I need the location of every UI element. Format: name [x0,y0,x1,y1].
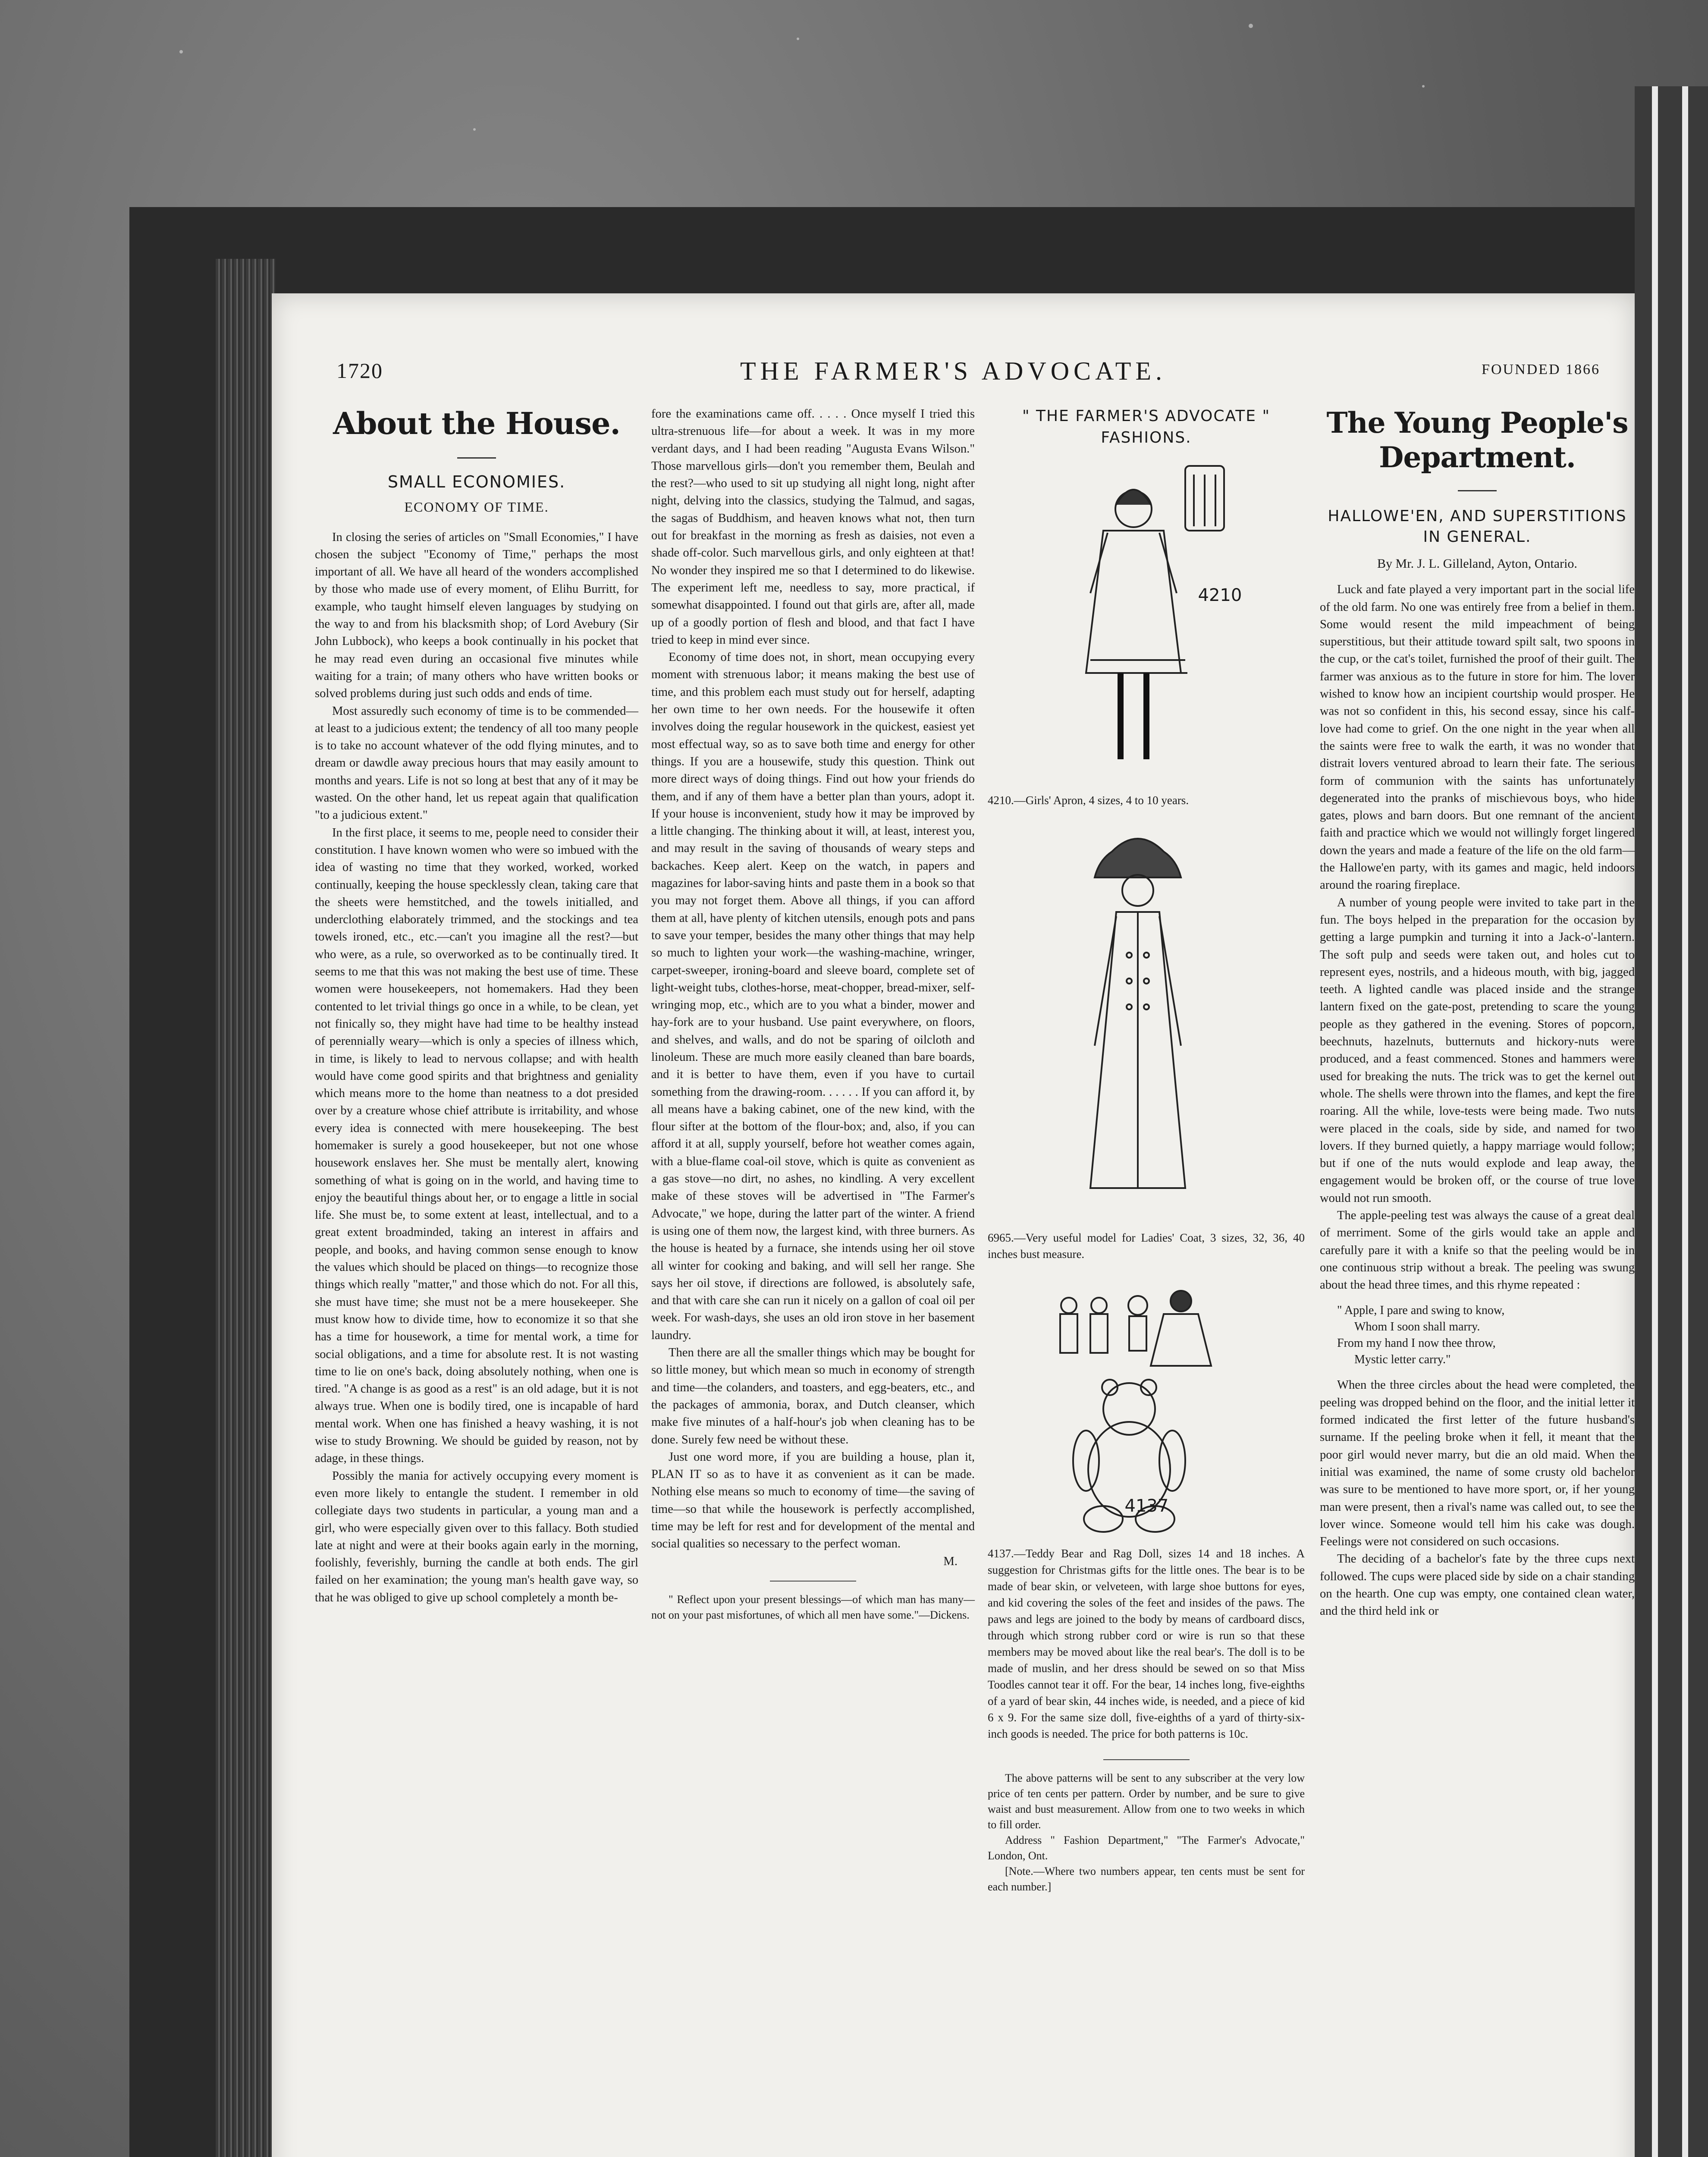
strip-highlight [1682,86,1688,2157]
paragraph: Just one word more, if you are building a house, plan it, PLAN IT so as to have it as convenient as it can be made. Nothing else means so much to economy of time—the saving of time—so that while the housework is perfectly accomplished, time may be left for rest and for development of the mental and social qualities so necessary to the perfect woman. [651,1450,975,1551]
pattern-note: [Note.—Where two numbers appear, ten cents must be sent for each number.] [988,1865,1305,1893]
figure-caption: 4137.—Teddy Bear and Rag Doll, sizes 14 and 18 inches. A suggestion for Christmas gifts for the little ones. The bear is to be made of bear skin, or velveteen, with large shoe buttons for eyes, and kid covering the soles of the feet and insides of the paws. The paws and legs are joined to the body by means of cardboard discs, through which strong rubber cord or wire is run so that these members may be moved about like the real bear's. The doll is to be made of muslin, and her dress should be sewed on so that Miss Toodles cannot tear it off. For the bear, 14 inches long, five-eighths of a yard of bear skin, 44 inches wide, is needed, and a piece of kid 6 x 9. For the same size doll, five-eighths of a yard of thirty-six-inch goods is needed. The price for both patterns is 10c. [988,1547,1305,1740]
illustration-girls-apron [1034,457,1259,785]
figure-number: 4137 [1124,1496,1169,1516]
strip-highlight [1652,86,1658,2157]
column-young-peoples-department [1320,406,1635,1620]
paragraph: When the three circles about the head were completed, the peeling was dropped behind on the floor, and the initial letter it formed indicated the first letter of the future husband's surname. If the peeling broke when it fell, it meant that the poor girl would never marry, but die an old maid. When the initial was examined, the name of some crusty old bachelor was sure to be mentioned to have more sport, or, if her young man were present, then a rival's name was called out, to see the lover wince. Someone would tell him his cake was dough. Feelings were not considered on such occasions. [1320,1378,1635,1549]
founded-line: FOUNDED 1866 [1482,362,1600,377]
figure-caption: 6965.—Very useful model for Ladies' Coat, 3 sizes, 32, 36, 40 inches bust measure. [988,1231,1305,1261]
paragraph: Economy of time does not, in short, mean occupying every moment with strenuous labor; it means making the best use of time, and this problem each must study out for herself, adapting her own time to her own needs. For the housewife it often involves doing the regular housework in the quickest, easiest yet most effectual way, so as to save both time and energy for other things. If you are a housewife, study this question. Think out more direct ways of doing things. Find out how your friends do them, and if any of them have a better plan than yours, adopt it. If your house is inconvenient, study how it may be improved by a little changing. The thinking about it will, at least, interest you, and may result in the saving of thousands of weary steps and backaches. Keep alert. Keep on the watch, in papers and magazines for labor-saving hints and paste them in a book so that you may not forget them. Above all things, if you can afford them at all, have plenty of kitchen utensils, enough pots and pans to save your temper, besides the many other things that may help so much to lighten your work—the washing-machine, wringer, carpet-sweeper, ironing-board and sleeve board, complete set of light-weight tubs, clothes-horse, meat-chopper, bread-mixer, self-wringing mop, etc., which are to you what a binder, mower and hay-fork are to your husband. Use paint everywhere, on floors, and shelves, and walls, and do not be sparing of oilcloth and linoleum. These are much more easily cleaned than bare boards, and it is better to have them, even if you have to curtail something from the drawing-room. . . . . . If you can afford it, by all means have a baking cabinet, one of the new kind, with the flour sifter at the bottom of the flour-box; and, also, if you can afford it at all, supply yourself, before hot weather comes again, with a blue-flame coal-oil stove, which is quite as convenient as a gas stove—no dirt, no ashes, no kindling. A very excellent make of these stoves will be advertised in "The Farmer's Advocate," we hope, during the latter part of the winter. A friend is using one of them now, the largest kind, with three burners. As the house is heated by a furnace, she intends using her oil stove all winter for cooking and baking, and will sell her range. She says her oil stove, if directions are followed, is absolutely safe, and that with care she can run it nicely on a gallon of coal oil per week. For wash-days, she uses an old iron stove in her basement laundry. [651,651,975,1342]
masthead: THE FARMER'S ADVOCATE. [740,357,1167,385]
paragraph: The apple-peeling test was always the cause of a great deal of merriment. Some of the girls would take an apple and carefully pare it with a knife so that the peeling would be in one continuous strip without a break. The peeling was swung about the head three times, and this rhyme repeated : [1320,1208,1635,1292]
column-continuation [651,406,975,1623]
rhyme-line: " Apple, I pare and swing to know, [1337,1304,1505,1317]
paragraph: Then there are all the smaller things which may be bought for so little money, but which mean so much in economy of strength and time—the colanders, and toasters, and egg-beaters, etc., and the packages of ammonia, borax, and Dutch cleanser, which make five minutes of a half-hour's job when cleaning has to be done. Surely few need be without these. [651,1346,975,1446]
article-title: SMALL ECONOMIES. [387,472,566,491]
divider [457,457,496,459]
section-title: About the House. [333,406,620,441]
figure-caption: 4210.—Girls' Apron, 4 sizes, 4 to 10 years. [988,794,1189,807]
rhyme-line: Mystic letter carry." [1354,1353,1451,1367]
column-fashions [988,406,1305,1895]
divider [1458,490,1497,491]
page-header [272,358,1635,397]
newspaper-page [272,293,1635,2157]
article-subtitle: ECONOMY OF TIME. [404,499,549,515]
adjacent-page-strip [1635,86,1708,2157]
pattern-notice: The above patterns will be sent to any subscriber at the very low price of ten cents per pattern. Order by number, and be sure to give waist and bust measurement. Allow from one to two weeks in which to fill order. [988,1772,1305,1831]
apron-illustration [1034,457,1259,785]
pattern-address: Address " Fashion Department," "The Farmer's Advocate," London, Ont. [988,1834,1305,1862]
rhyme-line: Whom I soon shall marry. [1354,1320,1480,1334]
divider [1103,1759,1190,1760]
author-signature: M. [943,1554,958,1568]
paragraph: fore the examinations came off. . . . . Once myself I tried this ultra-strenuous life—for about a week. It was in my more verdant days, and I had been reading "Augusta Evans Wilson." Those marvellous girls—don't you remember them, Beulah and the rest?—who used to sit up studying all night long, night after night, delving into the classics, studying the Talmud, and sagas, the sagas of Buddhism, and heaven knows what not, then turn out for breakfast in the morning as fresh as daisies, not even a shade off-color. Such marvellous girls, and only eighteen at that! No wonder they inspired me so that I determined to do likewise. The experiment left me, needless to say, more practical, if somewhat disappointed. I found out that girls are, after all, made up of a goodly portion of flesh and blood, and that fact I have tried to keep in mind ever since. [651,407,975,647]
paragraph: Luck and fate played a very important part in the social life of the old farm. No one was entirely free from a belief in them. Some would resent the mild impeachment of being superstitious, but their attitude toward spilt salt, two spoons in the cup, or the cat's toilet, furnished the proof of their guilt. The farmer was anxious as to the future in store for him. The lover wished to know how an incipient courtship would prosper. He was not so confident in this, his second essay, since his calf-love had come to grief. On the one night in the year when all the saints were free to walk the earth, it was no wonder that distrait lovers ventured abroad to learn their fate. The serious form of communion with the saints has unfortunately degenerated into the pranks of mischievous boys, who hide gates, plows and barn doors. But one remnant of the ancient faith and practice which we would not willingly forget lingered down the years and made a feature of the life on the old farm—the Hallowe'en party, with its games and magic, held indoors around the roaring fireplace. [1320,583,1635,892]
paragraph: Most assuredly such economy of time is to be commended—at least to a judicious extent; the tendency of all too many people is to take no account whatever of the odd flying minutes, and to dream or dawdle away precious hours that may easily amount to months and years. Life is not so long at best that any of it may be wasted. On the other hand, let us repeat again that qualification "to a judicious extent." [315,704,638,822]
figure-number: 4210 [1198,585,1242,605]
illustration-teddy-bear [1034,1280,1259,1538]
illustration-ladies-coat [1034,826,1259,1223]
paragraph: In closing the series of articles on "Small Economies," I have chosen the subject "Economy of Time," perhaps the most important of all. We have all heard of the wonders accomplished by those who made use of every moment, of Elihu Burritt, for example, who taught himself eleven languages by studying on the way to and from his blacksmith shop; of Lord Avebury (Sir John Lubbock), who keeps a book continually in his pocket that he may read even during an occasional five minutes while waiting for a train; of many others who have written books or solved problems during just such odds and ends of time. [315,530,638,701]
column-about-the-house [315,406,638,1607]
page-number: 1720 [336,358,383,383]
dickens-quote: " Reflect upon your present blessings—of which man has many—not on your past misfortunes, of which all men have some."—Dickens. [651,1593,975,1621]
divider [770,1581,856,1582]
coat-illustration [1034,826,1259,1223]
paragraph: A number of young people were invited to take part in the fun. The boys helped in the preparation for the occasion by getting a large pumpkin and turning it into a Jack-o'-lantern. The soft pulp and seeds were taken out, and holes cut to represent eyes, nostrils, and a hideous mouth, with big, jagged teeth. A lighted candle was placed inside and the strange lantern fixed on the gate-post, pretending to scare the young people as they gathered in the evening. Stores of popcorn, beechnuts, hazelnuts, butternuts and hickory-nuts were produced, and a feast commenced. Stones and hammers were used for breaking the nuts. The trick was to get the kernel out whole. The shells were thrown into the flames, and kept the fire roaring. All the while, love-tests were being made. Two nuts were placed in the coals, side by side, and named for two lovers. If they burned quietly, a happy marriage would follow; but if one of the nuts would explode and leap away, the engagement would be broken off, or the course of true love would not run smooth. [1320,896,1635,1205]
section-title: The Young People's Department. [1326,406,1628,474]
rhyme [1337,1302,1635,1368]
fashions-title-line1: " THE FARMER'S ADVOCATE " [1022,407,1271,425]
byline: By Mr. J. L. Gilleland, Ayton, Ontario. [1377,557,1577,571]
rhyme-line: From my hand I now thee throw, [1337,1336,1496,1350]
paragraph: In the first place, it seems to me, people need to consider their constitution. I have known women who were so imbued with the idea of wasting no time that they worked, worked, worked continually, keeping the house specklessly clean, taking care that the sheets were hemstitched, and the towels initialled, and underclothing elaborately trimmed, and the stockings and tea towels ironed, etc., etc.—can't you imagine all the rest?—but who were, as a rule, so overworked as to be continually tired. It seems to me that this was not making the best use of time. These women were housekeepers, not homemakers. Had they been contented to let trivial things go once in a while, to be clean, yet not finically so, they might have had time to be healthy instead of perennially weary—which is only a species of illness which, in time, is likely to lead to nervous collapse; and with health would have come good spirits and that brightness and geniality which means more to the home than neatness to a dot presided over by a creature whose chief attribute is irritability, and whose every idea is connected with mere housekeeping. The best homemaker is surely a good housekeeper, but not one whose housework enslaves her. She must be mentally alert, knowing something of what is going on in the world, and having time to enjoy the beautiful things about her, or to engage a little in social life. She must be, to some extent at least, intellectual, and to a great extent broadminded, taking an interest in affairs and people, and books, and having common sense enough to know the values which should be placed on things—to recognize those things which really "matter," and those which do not. For all this, she must have time; she must not be a mere housekeeper. She must know how to divide time, how to economize it so that she has a time for housework, a time for mental work, a time for social obligations, and a time for absolute rest. It is not wasting time to lie on one's back, doing absolutely nothing, when one is tired. "A change is as good as a rest" is an old adage, but it is not always true. When one is bodily tired, one is incapable of hard mental work. When one has finished a heavy washing, it is not wise to study Browning. We should be guided by reason, not by adage, in these things. [315,826,638,1465]
paragraph: Possibly the mania for actively occupying every moment is even more likely to entangle the student. I remember in old collegiate days two students in particular, a young man and a girl, who were especially given over to this fallacy. Both studied late at night and were at their books again early in the morning, foolishly, feverishly, burning the candle at both ends. The girl failed on her examination; the young man's health gave way, so that he was obliged to give up school completely a month be- [315,1469,638,1604]
fashions-title [988,406,1305,449]
book-page-edges [216,259,276,2157]
paragraph: The deciding of a bachelor's fate by the three cups next followed. The cups were placed side by side on a chair standing on the hearth. One cup was empty, one contained clean water, and the third held ink or [1320,1552,1635,1618]
article-title: HALLOWE'EN, AND SUPERSTITIONS IN GENERAL. [1328,507,1627,546]
fashions-title-line2: FASHIONS. [1101,429,1192,446]
